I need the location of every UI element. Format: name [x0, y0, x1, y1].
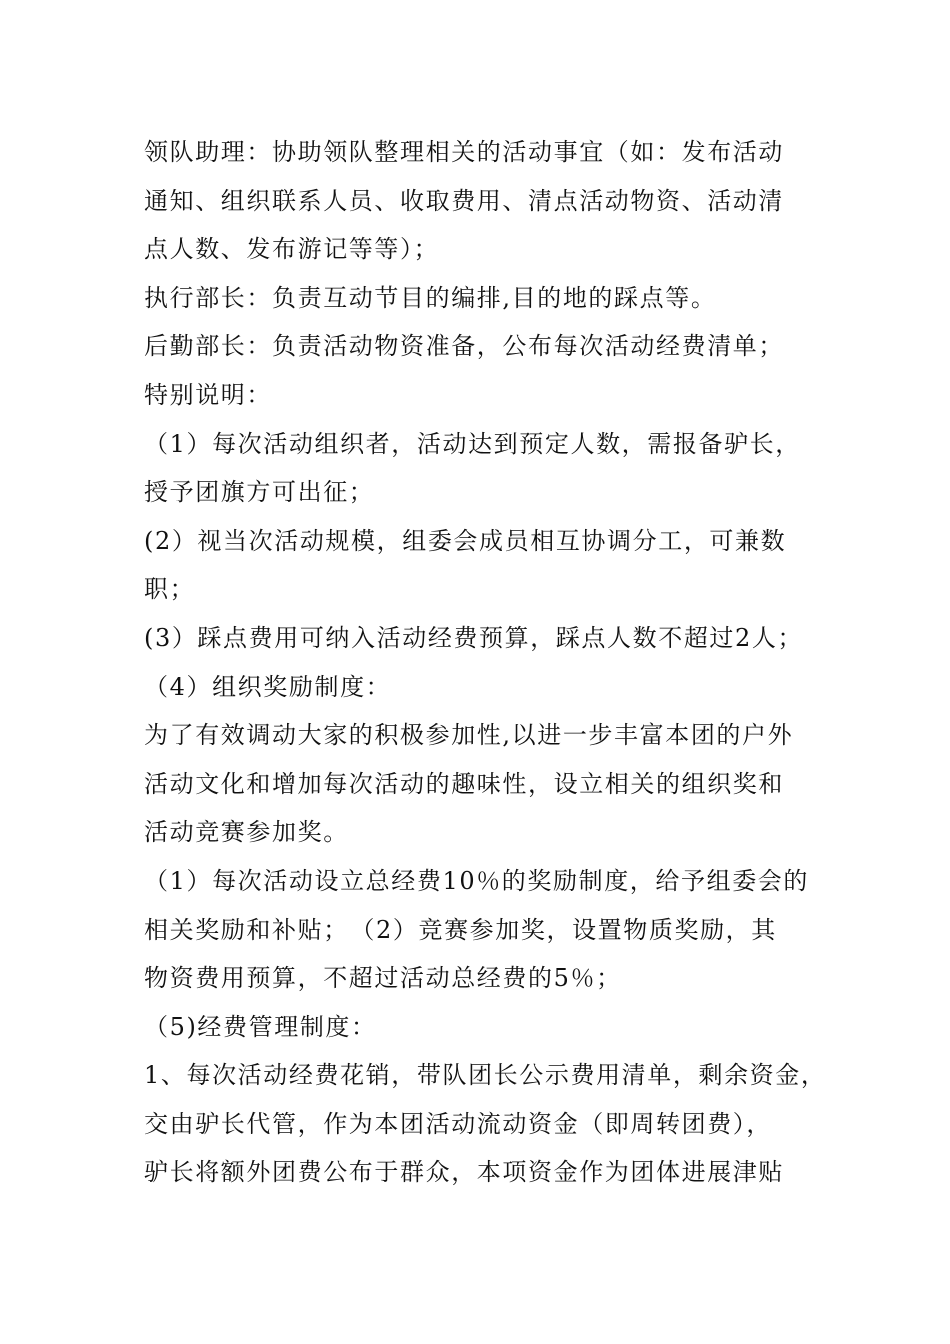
- text-line: （1）每次活动设立总经费10％的奖励制度，给予组委会的: [144, 866, 810, 895]
- text-line: （1）每次活动组织者，活动达到预定人数，需报备驴长，: [144, 429, 801, 458]
- text-line: 为了有效调动大家的积极参加性,以进一步丰富本团的户外: [144, 721, 794, 750]
- text-line: 交由驴长代管，作为本团活动流动资金（即周转团费），: [144, 1109, 772, 1138]
- text-line: 通知、组织联系人员、收取费用、清点活动物资、活动清: [144, 186, 784, 215]
- text-line: 领队助理：协助领队整理相关的活动事宜（如：发布活动: [144, 138, 784, 166]
- text-line: 1、每次活动经费花销，带队团长公示费用清单，剩余资金，: [144, 1061, 827, 1090]
- text-line: (3）踩点费用可纳入活动经费预算，踩点人数不超过2人；: [144, 623, 804, 652]
- text-line: (2）视当次活动规模，组委会成员相互协调分工，可兼数: [144, 526, 787, 555]
- text-line: 物资费用预算，不超过活动总经费的5％；: [144, 964, 622, 993]
- text-line: 特别说明：: [144, 380, 272, 409]
- text-line: （5)经费管理制度：: [144, 1012, 377, 1041]
- text-line: 授予团旗方可出征；: [144, 478, 375, 507]
- text-line: 活动文化和增加每次活动的趣味性，设立相关的组织奖和: [144, 769, 784, 798]
- text-line: 相关奖励和补贴； （2）竞赛参加奖，设置物质奖励，其: [144, 915, 777, 944]
- document-body: [144, 128, 827, 1197]
- text-line: 职；: [144, 575, 196, 604]
- text-line: 驴长将额外团费公布于群众，本项资金作为团体进展津贴: [144, 1158, 784, 1187]
- text-line: 点人数、发布游记等等）；: [144, 235, 440, 264]
- text-line: 活动竞赛参加奖。: [144, 818, 349, 847]
- text-line: 后勤部长：负责活动物资准备，公布每次活动经费清单；: [144, 332, 784, 361]
- text-line: （4）组织奖励制度：: [144, 672, 392, 701]
- text-line: 执行部长：负责互动节目的编排,目的地的踩点等。: [144, 283, 717, 312]
